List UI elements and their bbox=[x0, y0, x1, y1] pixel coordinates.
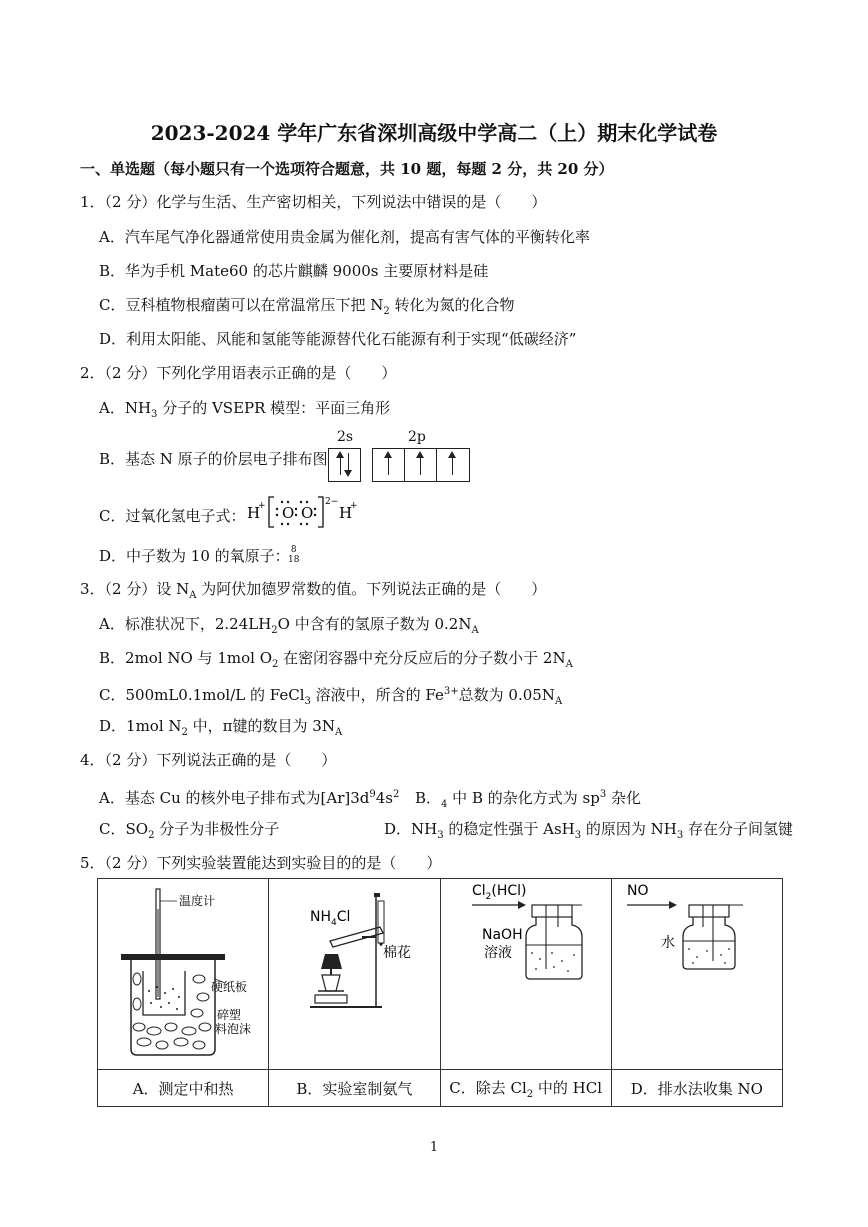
label-nh4cl: $NH_4Cl$ bbox=[310, 909, 351, 928]
formula-charge: 2− bbox=[325, 497, 339, 507]
formula-h-right: H bbox=[339, 504, 353, 522]
formula-h-left: H bbox=[247, 504, 261, 522]
hydrogen-peroxide-electron-formula bbox=[244, 494, 364, 530]
label-naoh: NaOH bbox=[481, 927, 523, 943]
label-foam-2: 料泡沫 bbox=[215, 1022, 252, 1036]
question-2-option-b: B．基态 N 原子的价层电子排布图 bbox=[99, 450, 328, 468]
question-3-stem: 3．（2 分）设 $N_A$ 为阿伏加德罗常数的值。下列说法正确的是（ ） bbox=[80, 580, 547, 601]
caption-a: A．测定中和热 bbox=[98, 1070, 269, 1107]
orbital-box-2s bbox=[328, 448, 361, 482]
label-cl2-hcl: $Cl_2(HCl)$ bbox=[471, 883, 527, 902]
label-water: 水 bbox=[660, 935, 675, 951]
question-3-option-b: B．2mol NO 与 1mol $O_2$ 在密闭容器中充分反应后的分子数小于 $2N_A$ bbox=[99, 649, 573, 670]
orbital-2s-label: 2s bbox=[337, 429, 354, 445]
question-4-stem: 4．（2 分）下列说法正确的是（ ） bbox=[80, 751, 337, 769]
label-foam-1: 碎塑 bbox=[217, 1008, 242, 1022]
experiment-table bbox=[97, 878, 783, 1107]
section-heading: 一、单选题（每小题只有一个选项符合题意，共 10 题，每题 2 分，共 20 分） bbox=[80, 160, 614, 178]
formula-o-1: O bbox=[282, 504, 295, 522]
question-4-option-c: C．$SO_2$ 分子为非极性分子 bbox=[99, 820, 280, 841]
question-3-option-d: D．1mol $N_2$ 中，π键的数目为 $3N_A$ bbox=[99, 717, 343, 738]
label-cotton: 棉花 bbox=[383, 945, 412, 961]
question-2-option-a: A．$NH_3$ 分子的 VSEPR 模型：平面三角形 bbox=[99, 399, 391, 420]
up-arrow-icon bbox=[340, 453, 341, 475]
question-2-stem: 2．（2 分）下列化学用语表示正确的是（ ） bbox=[80, 364, 397, 382]
question-2-option-c: C．过氧化氢电子式： bbox=[99, 507, 246, 525]
no-collection-apparatus-image bbox=[613, 879, 781, 1065]
apparatus-d-cell bbox=[611, 879, 782, 1070]
isotope-notation: 8 18 bbox=[288, 545, 300, 565]
page-number: 1 bbox=[429, 1140, 439, 1155]
question-1-option-d: D．利用太阳能、风能和氢能等能源替代化石能源有利于实现“低碳经济” bbox=[99, 330, 577, 348]
apparatus-c-cell bbox=[440, 879, 611, 1070]
label-cardboard: 硬纸板 bbox=[211, 980, 248, 994]
formula-plus-left: + bbox=[258, 501, 266, 511]
up-arrow-icon bbox=[420, 453, 421, 475]
up-arrow-icon bbox=[388, 453, 389, 475]
orbital-box-2p bbox=[372, 448, 470, 482]
up-arrow-icon bbox=[452, 453, 453, 475]
question-3-option-a: A．标准状况下，$2.24LH_2O$ 中含有的氢原子数为 $0.2N_A$ bbox=[99, 615, 479, 636]
question-2-option-d: D．中子数为 10 的氧原子： bbox=[99, 547, 290, 565]
question-1-stem: 1．（2 分）化学与生活、生产密切相关，下列说法中错误的是（ ） bbox=[80, 193, 547, 211]
apparatus-b-cell bbox=[269, 879, 440, 1070]
caption-b: B．实验室制氨气 bbox=[269, 1070, 440, 1107]
gas-washing-apparatus-image bbox=[442, 879, 610, 1065]
question-3-option-c: C．500mL0.1mol/L 的 FeCl$_3$ 溶液中，所含的 $Fe^{3+}$总数为 $0.05N_A$ bbox=[99, 686, 563, 707]
caption-d: D．排水法收集 NO bbox=[611, 1070, 782, 1107]
question-5-stem: 5．（2 分）下列实验装置能达到实验目的的是（ ） bbox=[80, 854, 442, 872]
label-solution: 溶液 bbox=[483, 945, 512, 961]
calorimeter-apparatus-image bbox=[99, 879, 267, 1065]
question-4-option-d: D．$NH_3$ 的稳定性强于 AsH$_3$ 的原因为 $NH_3$ 存在分子间氢键 bbox=[384, 820, 794, 841]
down-arrow-icon bbox=[348, 453, 349, 475]
caption-c: C．除去 $Cl_2$ 中的 HCl bbox=[440, 1070, 611, 1107]
question-4-option-b: B．$_4$ 中 B 的杂化方式为 $sp^3$ 杂化 bbox=[415, 789, 641, 810]
label-thermometer: 温度计 bbox=[179, 894, 216, 908]
ammonia-prep-apparatus-image bbox=[270, 879, 438, 1065]
question-1-option-b: B．华为手机 Mate60 的芯片麒麟 9000s 主要原材料是硅 bbox=[99, 262, 489, 280]
label-no: NO bbox=[626, 883, 649, 899]
apparatus-a-cell bbox=[98, 879, 269, 1070]
question-4-option-a: A．基态 Cu 的核外电子排布式为$[Ar]3d^94s^2$ bbox=[99, 789, 400, 807]
orbital-2p-label: 2p bbox=[408, 429, 426, 445]
question-1-option-a: A．汽车尾气净化器通常使用贵金属为催化剂，提高有害气体的平衡转化率 bbox=[99, 228, 590, 246]
formula-plus-right: + bbox=[350, 501, 358, 511]
question-1-option-c: C．豆科植物根瘤菌可以在常温常压下把 $N_2$ 转化为氮的化合物 bbox=[99, 296, 515, 317]
formula-o-2: O bbox=[301, 504, 314, 522]
page-title: 2023-2024 学年广东省深圳高级中学高二（上）期末化学试卷 bbox=[150, 121, 718, 145]
